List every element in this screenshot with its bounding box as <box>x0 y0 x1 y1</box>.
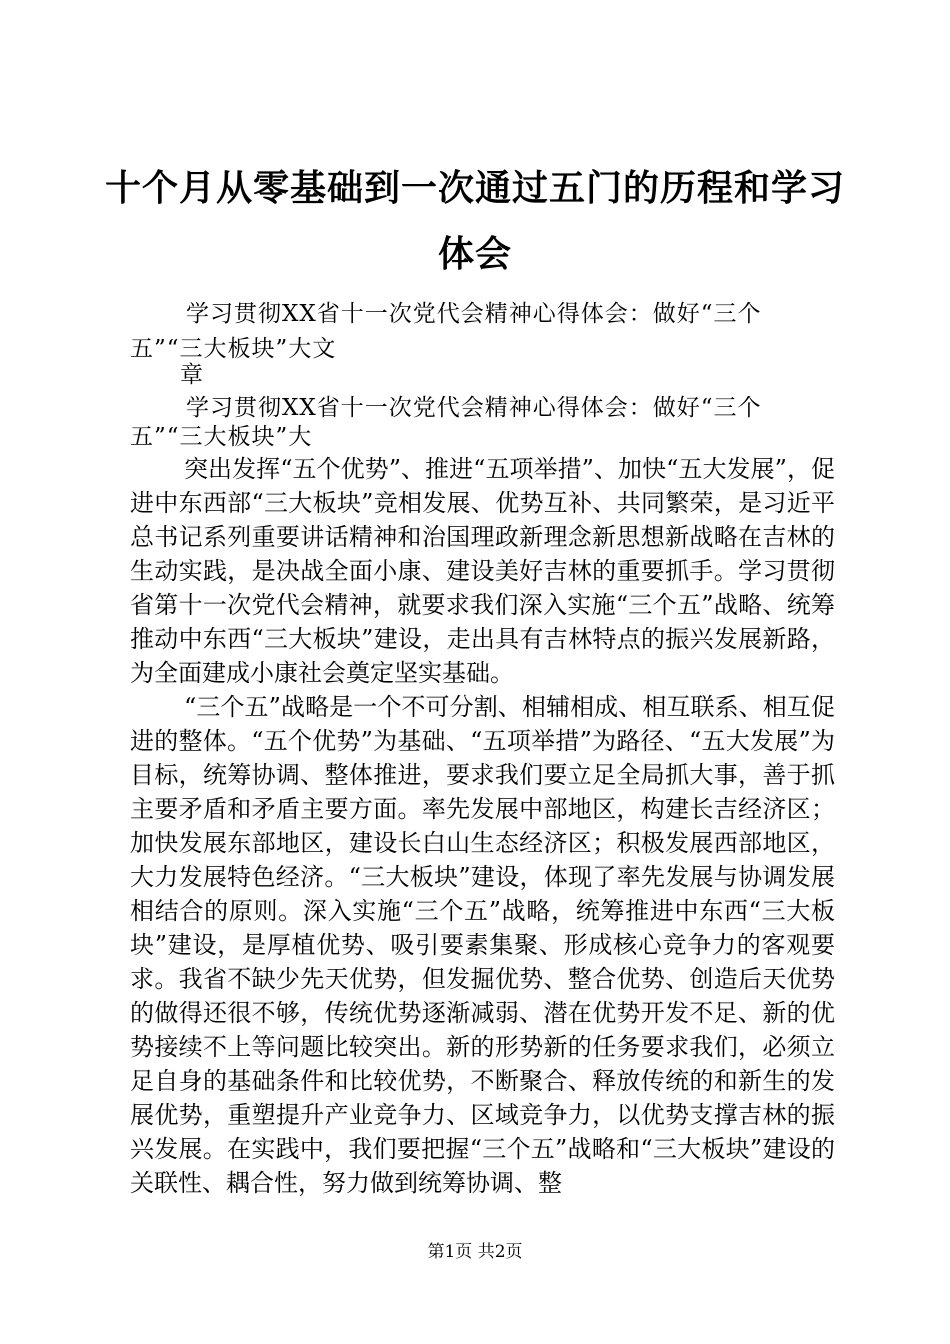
document-title-line2: 体会 <box>437 233 512 275</box>
body-paragraph-1: 突出发挥“五个优势”、推进“五项举措”、加快“五大发展”，促进中东西部“三大板块”竞相发展、优势互补、共同繁荣，是习近平总书记系列重要讲话精神和治国理政新理念新思想新战略在吉林的生动实践，是决战全面小康、建设美好吉林的重要抓手。学习贯彻省第十一次党代会精神，就要求我们深入实施“三个五”战略、统筹推动中东西“三大板块”建设，走出具有吉林特点的振兴发展新路，为全面建成小康社会奠定坚实基础。 <box>130 455 835 687</box>
subtitle1-line3: 章 <box>180 362 204 388</box>
subtitle2-line2: 五”“三大板块”大 <box>130 424 313 450</box>
body-paragraph-2: “三个五”战略是一个不可分割、相辅相成、相互联系、相互促进的整体。“五个优势”为基础、“五项举措”为路径、“五大发展”为目标，统筹协调、整体推进，要求我们要立足全局抓大事，善于抓主要矛盾和矛盾主要方面。率先发展中部地区，构建长吉经济区；加快发展东部地区，建设长白山生态经济区；积极发展西部地区，大力发展特色经济。“三大板块”建设，体现了率先发展与协调发展相结合的原则。深入实施“三个五”战略，统筹推进中东西“三大板块”建设，是厚植优势、吸引要素集聚、形成核心竞争力的客观要求。我省不缺少先天优势，但发掘优势、整合优势、创造后天优势的做得还很不够，传统优势逐渐减弱、潜在优势开发不足、新的优势接续不上等问题比较突出。新的形势新的任务要求我们，必须立足自身的基础条件和比较优势，不断聚合、释放传统的和新生的发展优势，重塑提升产业竞争力、区域竞争力，以优势支撑吉林的振兴发展。在实践中，我们要把握“三个五”战略和“三大板块”建设的关联性、耦合性，努力做到统筹协调、整 <box>130 693 835 1197</box>
document-body <box>130 452 835 1200</box>
subtitle1-line2: 五”“三大板块”大文 <box>130 336 337 362</box>
subtitle2-line1: 学习贯彻XX省十一次党代会精神心得体会：做好“三个 <box>186 395 762 421</box>
subtitle1-line1: 学习贯彻XX省十一次党代会精神心得体会：做好“三个 <box>186 301 762 327</box>
document-title-line1: 十个月从零基础到一次通过五门的历程和学习 <box>104 167 845 209</box>
page-number-footer: 第1页 共2页 <box>427 1242 523 1262</box>
